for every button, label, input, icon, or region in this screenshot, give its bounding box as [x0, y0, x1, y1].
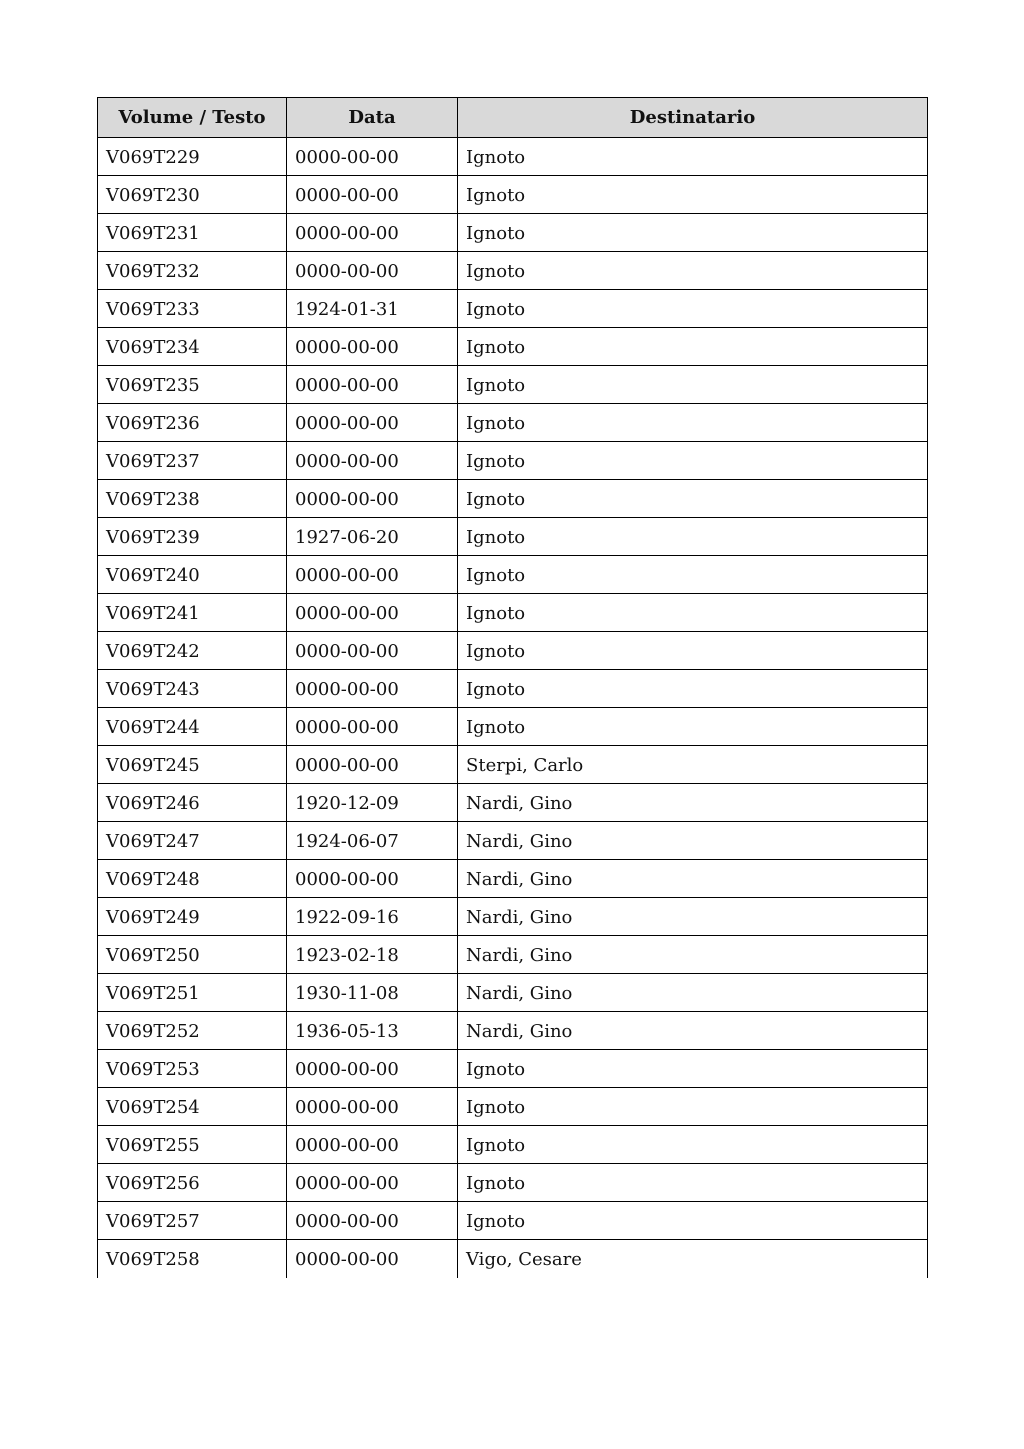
cell-data: 0000-00-00	[287, 366, 458, 404]
table-row	[98, 366, 928, 404]
cell-destinatario: Ignoto	[458, 1202, 928, 1240]
cell-data: 0000-00-00	[287, 708, 458, 746]
cell-destinatario: Nardi, Gino	[458, 898, 928, 936]
cell-volume-testo: V069T250	[98, 936, 287, 974]
cell-data: 0000-00-00	[287, 1126, 458, 1164]
cell-destinatario: Nardi, Gino	[458, 974, 928, 1012]
cell-destinatario: Ignoto	[458, 138, 928, 176]
table-row	[98, 822, 928, 860]
table-row	[98, 138, 928, 176]
cell-destinatario: Ignoto	[458, 290, 928, 328]
table-header-row	[98, 98, 928, 138]
table-row	[98, 1202, 928, 1240]
cell-data: 1924-01-31	[287, 290, 458, 328]
cell-destinatario: Ignoto	[458, 480, 928, 518]
cell-volume-testo: V069T241	[98, 594, 287, 632]
table-row	[98, 176, 928, 214]
cell-data: 0000-00-00	[287, 252, 458, 290]
table-row	[98, 632, 928, 670]
cell-volume-testo: V069T258	[98, 1240, 287, 1278]
table-row	[98, 670, 928, 708]
table-row	[98, 1012, 928, 1050]
cell-destinatario: Ignoto	[458, 404, 928, 442]
cell-destinatario: Ignoto	[458, 366, 928, 404]
table-row	[98, 252, 928, 290]
cell-destinatario: Ignoto	[458, 328, 928, 366]
cell-data: 0000-00-00	[287, 746, 458, 784]
table-row	[98, 328, 928, 366]
cell-data: 0000-00-00	[287, 632, 458, 670]
table-row	[98, 1164, 928, 1202]
table-row	[98, 404, 928, 442]
table-row	[98, 442, 928, 480]
cell-volume-testo: V069T243	[98, 670, 287, 708]
cell-volume-testo: V069T246	[98, 784, 287, 822]
cell-volume-testo: V069T245	[98, 746, 287, 784]
table-row	[98, 480, 928, 518]
cell-volume-testo: V069T251	[98, 974, 287, 1012]
cell-volume-testo: V069T236	[98, 404, 287, 442]
cell-volume-testo: V069T239	[98, 518, 287, 556]
table-row	[98, 556, 928, 594]
cell-destinatario: Ignoto	[458, 1088, 928, 1126]
cell-destinatario: Sterpi, Carlo	[458, 746, 928, 784]
cell-volume-testo: V069T232	[98, 252, 287, 290]
cell-destinatario: Ignoto	[458, 518, 928, 556]
cell-destinatario: Ignoto	[458, 556, 928, 594]
cell-data: 0000-00-00	[287, 214, 458, 252]
table-row	[98, 784, 928, 822]
cell-destinatario: Ignoto	[458, 442, 928, 480]
column-header-volume-testo: Volume / Testo	[98, 98, 287, 138]
cell-data: 1920-12-09	[287, 784, 458, 822]
cell-destinatario: Vigo, Cesare	[458, 1240, 928, 1278]
cell-destinatario: Ignoto	[458, 1050, 928, 1088]
table-row	[98, 290, 928, 328]
cell-volume-testo: V069T255	[98, 1126, 287, 1164]
cell-destinatario: Ignoto	[458, 214, 928, 252]
cell-destinatario: Nardi, Gino	[458, 784, 928, 822]
cell-data: 0000-00-00	[287, 442, 458, 480]
table-row	[98, 1050, 928, 1088]
cell-volume-testo: V069T240	[98, 556, 287, 594]
cell-volume-testo: V069T254	[98, 1088, 287, 1126]
cell-data: 0000-00-00	[287, 860, 458, 898]
cell-volume-testo: V069T249	[98, 898, 287, 936]
table-body	[98, 138, 928, 1278]
table-row	[98, 1126, 928, 1164]
cell-data: 0000-00-00	[287, 328, 458, 366]
cell-data: 0000-00-00	[287, 556, 458, 594]
cell-destinatario: Ignoto	[458, 176, 928, 214]
cell-data: 1930-11-08	[287, 974, 458, 1012]
table-header	[98, 98, 928, 138]
cell-data: 0000-00-00	[287, 176, 458, 214]
cell-data: 0000-00-00	[287, 480, 458, 518]
cell-data: 1923-02-18	[287, 936, 458, 974]
cell-destinatario: Ignoto	[458, 594, 928, 632]
cell-data: 0000-00-00	[287, 138, 458, 176]
cell-destinatario: Ignoto	[458, 1126, 928, 1164]
table-row	[98, 974, 928, 1012]
cell-data: 0000-00-00	[287, 1164, 458, 1202]
cell-volume-testo: V069T231	[98, 214, 287, 252]
cell-destinatario: Ignoto	[458, 670, 928, 708]
cell-volume-testo: V069T233	[98, 290, 287, 328]
cell-volume-testo: V069T238	[98, 480, 287, 518]
letters-index-table	[97, 97, 928, 1278]
cell-volume-testo: V069T242	[98, 632, 287, 670]
cell-volume-testo: V069T256	[98, 1164, 287, 1202]
cell-destinatario: Ignoto	[458, 1164, 928, 1202]
cell-destinatario: Nardi, Gino	[458, 1012, 928, 1050]
table-row	[98, 518, 928, 556]
cell-data: 1922-09-16	[287, 898, 458, 936]
cell-destinatario: Ignoto	[458, 252, 928, 290]
cell-destinatario: Nardi, Gino	[458, 822, 928, 860]
cell-destinatario: Ignoto	[458, 708, 928, 746]
cell-volume-testo: V069T253	[98, 1050, 287, 1088]
cell-data: 1924-06-07	[287, 822, 458, 860]
table-row	[98, 1240, 928, 1278]
cell-volume-testo: V069T248	[98, 860, 287, 898]
cell-volume-testo: V069T257	[98, 1202, 287, 1240]
table-row	[98, 746, 928, 784]
cell-data: 0000-00-00	[287, 404, 458, 442]
cell-data: 1936-05-13	[287, 1012, 458, 1050]
table-row	[98, 214, 928, 252]
cell-volume-testo: V069T229	[98, 138, 287, 176]
cell-volume-testo: V069T237	[98, 442, 287, 480]
cell-data: 0000-00-00	[287, 1202, 458, 1240]
cell-volume-testo: V069T247	[98, 822, 287, 860]
table-row	[98, 1088, 928, 1126]
column-header-data: Data	[287, 98, 458, 138]
cell-destinatario: Ignoto	[458, 632, 928, 670]
table-row	[98, 936, 928, 974]
cell-data: 1927-06-20	[287, 518, 458, 556]
cell-data: 0000-00-00	[287, 1050, 458, 1088]
cell-data: 0000-00-00	[287, 1240, 458, 1278]
table-row	[98, 708, 928, 746]
table-row	[98, 898, 928, 936]
cell-data: 0000-00-00	[287, 670, 458, 708]
column-header-destinatario: Destinatario	[458, 98, 928, 138]
cell-destinatario: Nardi, Gino	[458, 860, 928, 898]
cell-volume-testo: V069T234	[98, 328, 287, 366]
cell-destinatario: Nardi, Gino	[458, 936, 928, 974]
cell-volume-testo: V069T235	[98, 366, 287, 404]
cell-volume-testo: V069T244	[98, 708, 287, 746]
cell-data: 0000-00-00	[287, 1088, 458, 1126]
cell-data: 0000-00-00	[287, 594, 458, 632]
table-row	[98, 860, 928, 898]
cell-volume-testo: V069T230	[98, 176, 287, 214]
cell-volume-testo: V069T252	[98, 1012, 287, 1050]
table-row	[98, 594, 928, 632]
